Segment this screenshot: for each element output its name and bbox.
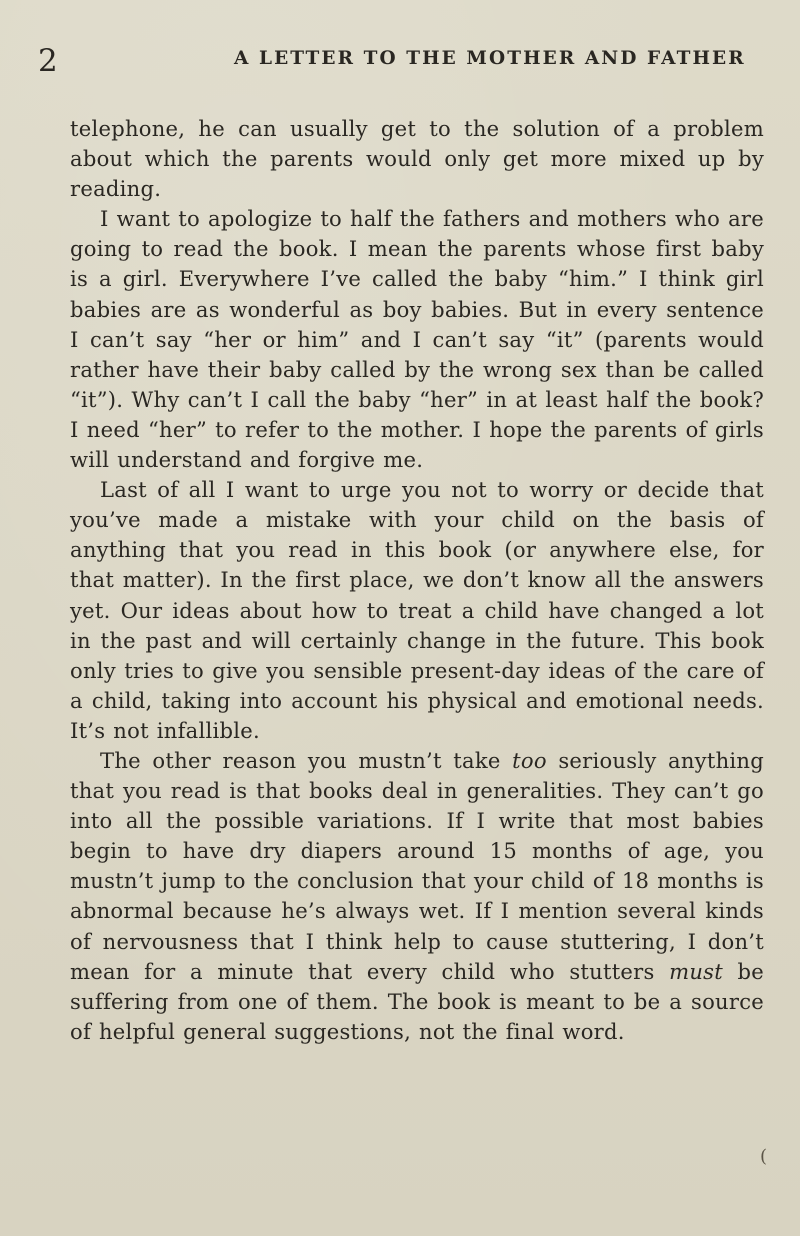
page-number: 2 (38, 43, 58, 79)
running-title: A LETTER TO THE MOTHER AND FATHER (234, 48, 746, 69)
paragraph-text: be suffering from one of them. The book is meant to be a source of helpful general suggestions, not the final word. (70, 958, 764, 1044)
emphasized-word: too (512, 747, 547, 773)
body-text (70, 114, 764, 1047)
paragraph-apology: I want to apologize to half the fathers and mothers who are going to read the book. I mean the parents whose first baby is a girl. Everywhere I’ve called the baby “him.” I think girl babies are as wonderful as boy babies. But in every sentence I can’t say “her or him” and I can’t say “it” (parents would rather have their baby called by the wrong sex than be called “it”). Why can’t I call the baby “her” in at least half the book? I need “her” to refer to the mother. I hope the parents of girls will understand and forgive me. (70, 206, 764, 473)
running-head (38, 42, 764, 84)
stray-pencil-mark: ( (760, 1146, 768, 1167)
paragraph-text: seriously anything that you read is that books deal in generalities. They can’t go into all the possible variations. If I write that most babies begin to have dry diapers around 15 months of age, you mustn’t jump to the conclusion that your child of 18 months is abnormal because he’s always wet. If I mention several kinds of nervousness that I think help to cause stuttering, I don’t mean for a minute that every child who stutters (70, 747, 764, 984)
paragraph-text: The other reason you mustn’t take (100, 747, 513, 773)
paragraph-generalities (70, 746, 764, 1047)
paragraph-continuation: telephone, he can usually get to the solution of a problem about which the parents would only get more mixed up by reading. (70, 116, 764, 202)
emphasized-word: must (669, 958, 723, 984)
paragraph-do-not-worry: Last of all I want to urge you not to worry or decide that you’ve made a mistake with your child on the basis of anything that you read in this book (or anywhere else, for that matter). In the first place, we don’t know all the answers yet. Our ideas about how to treat a child have changed a lot in the past and will certainly change in the future. This book only tries to give you sensible present-day ideas of the care of a child, taking into account his physical and emotional needs. It’s not infallible. (70, 477, 764, 743)
